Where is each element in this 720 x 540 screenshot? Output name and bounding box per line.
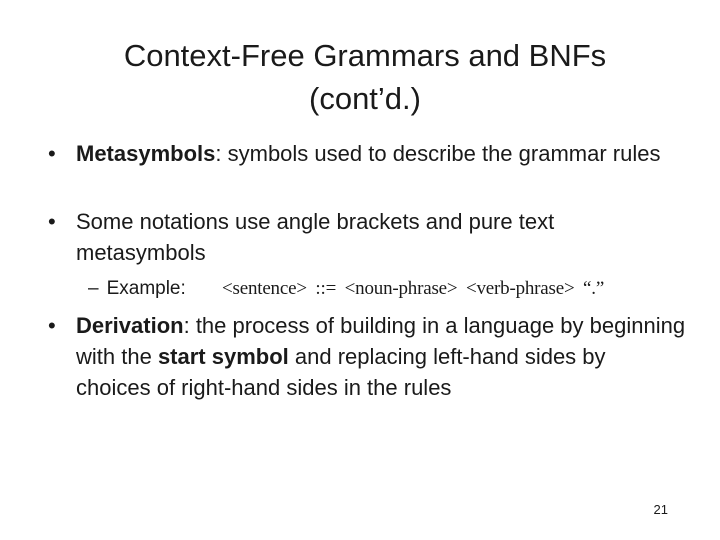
- bullet-text-after: and replacing left-hand sides by choices of right-hand sides in the rules: [76, 344, 606, 400]
- slide-title-line-2: (cont’d.): [309, 81, 421, 116]
- bullet-text: Some notations use angle brackets and pure text metasymbols: [76, 209, 555, 265]
- example-label: Example:: [106, 278, 186, 299]
- page-number: 21: [653, 502, 668, 517]
- rule-terminal: “.”: [583, 278, 605, 299]
- term-start-symbol: start symbol: [157, 344, 289, 369]
- grammar-rule-example: [222, 275, 608, 303]
- example-sub-bullet: [88, 275, 186, 303]
- bullet-body: [76, 138, 686, 169]
- term-metasymbols: Metasymbols: [76, 141, 216, 166]
- sub-bullet-dash: –: [88, 278, 99, 299]
- rule-operator: ::=: [315, 278, 337, 299]
- term-derivation: Derivation: [76, 313, 184, 338]
- bullet-text: : symbols used to describe the grammar rules: [215, 141, 661, 166]
- rule-rhs-noun-phrase: <noun-phrase>: [344, 278, 458, 299]
- bullet-marker: •: [48, 313, 56, 338]
- bullet-marker: •: [48, 209, 56, 234]
- bullet-marker: •: [48, 141, 56, 166]
- bullet-body: [76, 310, 686, 403]
- bullet-text-before: : the process of building in a language by beginning with the: [76, 313, 686, 369]
- rule-lhs: <sentence>: [222, 278, 307, 299]
- slide-title-line-1: Context-Free Grammars and BNFs: [123, 38, 607, 73]
- slide-title: [40, 34, 690, 120]
- bullet-body: [76, 206, 686, 268]
- rule-rhs-verb-phrase: <verb-phrase>: [465, 278, 575, 299]
